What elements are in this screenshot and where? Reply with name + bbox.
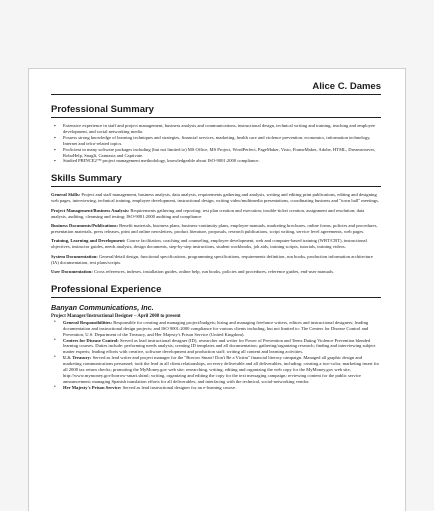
skill-entry xyxy=(51,223,381,235)
skill-label: Training, Learning and Development: xyxy=(51,238,126,244)
experience-text: Served as lead writer and project manager for the "Borrow Smart! Don't Be a Victim" financial literacy campaign. Managed all graphic design and marketing communications personnel; took the lead in all client relationships, on every deliverable and all deliverables, including: creating a two-color, marketing insert for all 2008 tax return checks; promoting the MyMoney.gov web site; researching, writing, editing and organizing the web copy for the MyMoney.gov web site, http://www.mymoney.gov/borrow-smart.shtml; writing, organizing and editing the copy for the text messaging campaign; reviewing content for the public service announcement; managing Spanish translation efforts for all deliverables; and interfacing with the technical, social-networking vendor. xyxy=(63,355,380,384)
skill-entry xyxy=(51,254,381,266)
tablet-screen xyxy=(28,68,406,511)
experience-label: U.S. Treasury: xyxy=(63,355,92,361)
skill-entry xyxy=(51,208,381,220)
professional-summary-list xyxy=(51,123,381,164)
experience-list xyxy=(51,320,381,391)
list-item: ▪ Possess strong knowledge of learning techniques and strategies, financial services, marketing, health care and violence prevention, economics, information technology, Internet and telco-related topics. xyxy=(51,135,381,147)
skill-label: Business Documents/Publications: xyxy=(51,222,119,228)
skill-label: General Skills: xyxy=(51,192,81,198)
skills-summary-heading: Skills Summary xyxy=(51,173,381,187)
list-item xyxy=(51,320,381,338)
list-item: ▪ Extensive experience in staff and project management, business analysis and communications, instructional design, technical writing and training, teaching and employee development, and social networking media. xyxy=(51,123,381,135)
list-item xyxy=(51,355,381,385)
skill-text: Project and staff management, business analysis, data analysis, requirements gathering and analysis, writing and editing print publications, editing and designing web pages, interviewing, technical training, employee development, instructional design, writing video/multimedia presentations, coordinating business and "town hall" meetings. xyxy=(51,192,380,204)
list-item xyxy=(51,338,381,356)
skill-text: Requirements gathering and reporting; test plan creation and execution; trouble-ticket creation, assignment and resolution; data analysis, auditing, cleansing and testing; ISO-9001:2000 auditing and compliance. xyxy=(51,207,365,219)
resume-name: Alice C. Dames xyxy=(51,81,381,95)
experience-label: Her Majesty's Prison Service: xyxy=(63,384,122,390)
skill-label: Project Management/Business Analysis: xyxy=(51,207,130,213)
professional-summary-heading: Professional Summary xyxy=(51,104,381,118)
skill-text: General/detail design, functional specifications, programming specifications, requirements definition, run books, production information architecture (IA) documentation, test plans/scripts. xyxy=(51,253,373,265)
resume-document xyxy=(51,81,381,391)
list-item: ▪ Proficient in many software packages including (but not limited to) MS Office, MS Project, WordPerfect, PageMaker, Visio, FrameMaker, Adobe, HTML, Dreamweaver, RoboHelp, SnagIt, Camtasia and Captivate. xyxy=(51,147,381,159)
skill-entry xyxy=(51,269,381,275)
skill-text: Benefit materials, business plans, business-continuity plans, employee manuals, marketing brochures, online forms, policies and procedures, presentation materials, press releases, print and online newsletters, product literature, proposals, research publications, script writing, service level agreements, web pages. xyxy=(51,222,378,234)
skill-entry xyxy=(51,238,381,250)
list-item xyxy=(51,385,381,391)
list-item: ▪ Studied PRINCE2™ project management methodology, knowledgeable about ISO-9001:2000 compliance. xyxy=(51,158,381,164)
company-name: Banyan Communications, Inc. xyxy=(51,302,154,312)
skill-entry xyxy=(51,192,381,204)
experience-text: Responsible for creating and managing project/budgets; hiring and managing freelance writers, editors and instructional designers; leading documentation and instructional design projects; and ISO 9001:2000 compliance for various clients including, but not limited to: The Centers for Disease Control and Prevention, U.S. Department of the Treasury, and Her Majesty's Prison Service (United Kingdom). xyxy=(63,319,369,337)
job-title: Project Manager/Instructional Designer – April 2008 to present xyxy=(51,313,181,319)
experience-text: Served as lead instructional designer (ID), researcher and writer for Power of Prevention and Teens Dating Violence Prevention blended learning courses. Duties include: performing needs analysis; creating ID templates and all documentation; gathering/organizing research; finding and interviewing subject matter experts; leading efforts with creative, software development and production staff; writing all content and learning activities. xyxy=(63,337,376,355)
skill-text: Cross references, indexes, installation guides, online help, run books, policies and procedures, reference guides, end-user manuals. xyxy=(92,268,335,274)
experience-text: Served as lead instructional designer for an e-learning course. xyxy=(121,384,237,390)
experience-label: Centers for Disease Control: xyxy=(63,337,119,343)
skill-text: Course facilitation, coaching and counseling, employee development, web and computer-based training (WBT/CBT), instructional objectives, instructor guides, needs analysis, design documents, step-by-step instructions, student workbooks, job aids, training scripts, tutorials, training videos. xyxy=(51,238,367,250)
skill-label: System Documentation: xyxy=(51,253,98,259)
skill-label: User Documentation: xyxy=(51,268,93,274)
professional-experience-heading: Professional Experience xyxy=(51,284,381,298)
experience-label: General Responsibilities: xyxy=(63,319,113,325)
